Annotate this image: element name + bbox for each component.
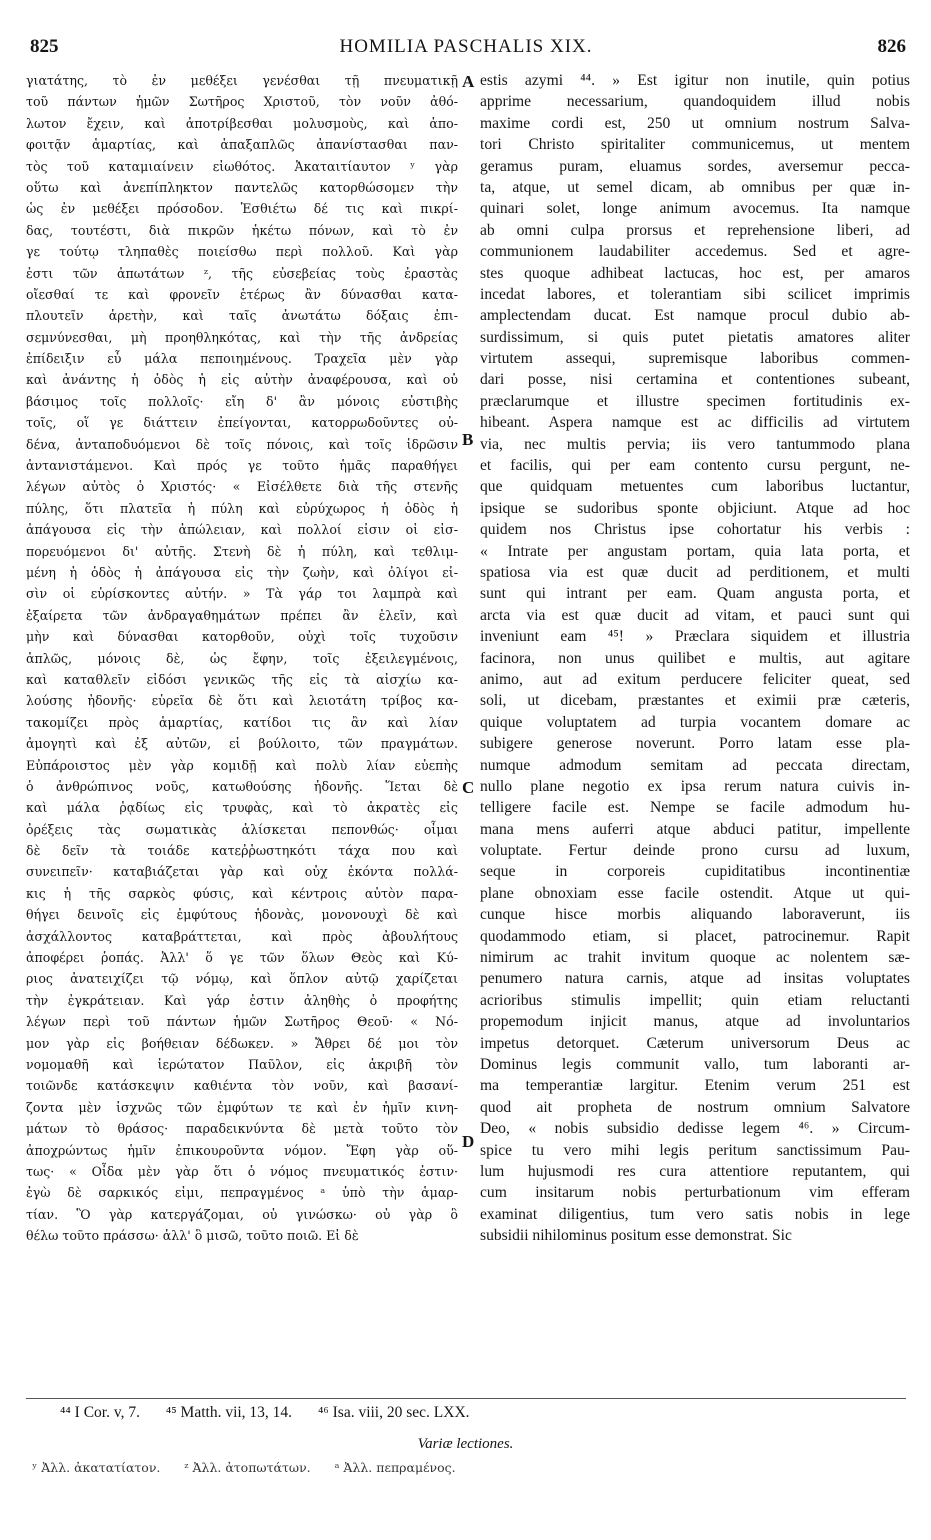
- latin-text-line: tori Christo spiritaliter communicemus, ut mentem: [480, 136, 910, 154]
- latin-text-line: quodammodo etiam, si placet, patrocinemur. Rapit: [480, 927, 910, 945]
- latin-text-line: ab omni culpa prorsus et reprehensione liberi, ad: [480, 221, 910, 239]
- variant-reading: ʸ Ἀλλ. ἀκατατίατον.: [32, 1460, 161, 1475]
- greek-text-line: πλουτεῖν ἀρετὴν, καὶ ταῖς ἀνωτάτω δόξαις ἐπι-: [26, 308, 458, 324]
- latin-text-line: quidem nos Christus ipse cohortatur his verbis :: [480, 521, 910, 539]
- greek-text-line: ἐπίδειξιν εὖ μάλα πεποιημένους. Τραχεῖα μὲν γὰρ: [26, 351, 458, 367]
- page-header: [26, 36, 906, 62]
- greek-text-line: πύλης, ὅτι πλατεῖα ἡ πύλη καὶ εὐρύχωρος ἡ ὁδὸς ἡ: [26, 500, 458, 516]
- greek-text-line: τως· « Οἶδα μὲν γὰρ ὅτι ὁ νόμος πνευματικός ἐστιν·: [26, 1163, 458, 1179]
- greek-text-line: τοιῶνδε κατάσκεψιν καθιέντα τὸν νοῦν, καὶ βασανί-: [26, 1078, 458, 1094]
- greek-text-line: λούσης ἡδονῆς· εὑρεῖα δὲ ὅτι καὶ λειοτάτη τρίβος κα-: [26, 693, 458, 709]
- greek-text-line: πορευόμενοι δι' αὐτῆς. Στενὴ δὲ ἡ πύλη, καὶ τεθλιμ-: [26, 543, 458, 559]
- greek-text-line: ἀντανιστάμενοι. Καὶ πρός γε τοῦτο ἡμᾶς παραθήγει: [26, 458, 458, 474]
- latin-text-line: virtutem assequi, supremisque laboribus commen-: [480, 350, 910, 368]
- latin-text-line: cunque hisce morbis aliquando laboraverunt, iis: [480, 906, 910, 924]
- greek-text-line: ἀσχάλλοντος καταβράττεται, καὶ πρὸς ἀβουλήτους: [26, 928, 458, 944]
- latin-text-line: telligere facile est. Nempe se facile admodum hu-: [480, 799, 910, 817]
- latin-text-line: hibeant. Aspera namque est ac difficilis ad virtutem: [480, 414, 910, 432]
- greek-text-line: κις ἡ τῆς σαρκὸς φύσις, καὶ κέντροις αὐτὸν παρα-: [26, 885, 458, 901]
- variae-lectiones: [32, 1460, 892, 1475]
- footnote-rule: [26, 1398, 906, 1399]
- greek-text-line: τὸς τοῦ καταμιαίνειν εἰωθότος. Ἀκαταιτίαυτον ʸ γὰρ: [26, 158, 458, 174]
- greek-text-line: θέλω τοῦτο πράσσω· ἀλλ' ὃ μισῶ, τοῦτο ποιῶ. Εἰ δὲ: [26, 1228, 359, 1244]
- greek-text-line: ἐξαίρετα τῶν ἀνδραγαθημάτων πρέπει ἂν ἑλεῖν, καὶ: [26, 607, 458, 623]
- greek-text-line: τοῖς, οἵ γε διάττειν ἐπείγονται, κατορρωδοῦντες οὐ-: [26, 415, 458, 431]
- latin-text-line: sunt qui intrant per eam. Quam angusta porta, et: [480, 585, 910, 603]
- greek-text-line: ἐστι τῶν ἀπωτάτων ᶻ, τῆς εὐσεβείας τοὺς ἐραστὰς: [26, 265, 458, 281]
- greek-text-line: ζοντα μὲν ἰσχνῶς τῶν ἐμφύτων τε καὶ ἐν ἡμῖν κινη-: [26, 1099, 458, 1115]
- greek-column: [26, 70, 458, 1246]
- latin-text-line: amplectendam ducat. Est namque procul dubio ab-: [480, 307, 910, 325]
- greek-text-line: ἀμογητὶ καὶ ἐξ αὐτῶν, εἰ βούλοιτο, τῶν πραγμάτων.: [26, 736, 458, 752]
- footnote-44: ⁴⁴ I Cor. v, 7.: [60, 1404, 140, 1421]
- latin-text-line: subsidii nihilominus positum esse demonstrat. Sic: [480, 1227, 792, 1245]
- greek-text-line: δας, τουτέστι, διὰ πικρῶν ἡκέτω πόνων, καὶ τὸ ἐν: [26, 222, 458, 238]
- latin-text-line: lum hujusmodi res cura attentiore reputantem, qui: [480, 1162, 910, 1180]
- latin-text-line: communionem laudabiliter accedemus. Sed et agre-: [480, 243, 910, 261]
- greek-text-line: καὶ ἀνάντης ἡ ὁδὸς ἡ εἰς αὐτὴν ἀναφέρουσα, καὶ οὐ: [26, 372, 458, 388]
- latin-text-line: ma temperantiæ largitur. Etenim verum 251 est: [480, 1077, 910, 1095]
- latin-text-line: estis azymi ⁴⁴. » Est igitur non inutile, quin potius: [480, 72, 910, 89]
- latin-text-line: penumero natura carnis, atque ad insitas voluptates: [480, 970, 910, 988]
- greek-text-line: οὕτω καὶ ἀνεπίπληκτον παντελῶς κατορθώσομεν τὴν: [26, 179, 458, 195]
- latin-text-line: arcta via est quæ ducit ad vitam, et pauci sunt qui: [480, 606, 910, 624]
- latin-text-line: mana mens auferri atque abduci patitur, impellente: [480, 820, 910, 838]
- latin-text-line: via, nec multis pervia; iis vero tantummodo plana: [480, 435, 910, 453]
- latin-text-line: incedat labores, et tolerantiam sibi scilicet imprimis: [480, 285, 910, 303]
- latin-text-line: examinat diligentius, tum vero satis nobis in lege: [480, 1205, 910, 1223]
- margin-marker-c: C: [462, 778, 475, 797]
- greek-text-line: ἀπάγουσα εἰς τὴν ἀπώλειαν, καὶ πολλοί εἰσιν οἱ εἰσ-: [26, 522, 458, 538]
- latin-text-line: plane obnoxiam esse facile ostendit. Atque ut qui-: [480, 884, 910, 902]
- latin-text-line: præclarumque et illustre specimen fortitudinis ex-: [480, 392, 910, 410]
- greek-text-line: δὲ δεῖν τὰ τοιάδε κατεῤῥωστηκότι τάχα που καὶ: [26, 843, 458, 859]
- greek-text-line: δένα, ἀνταποδυόμενοι δὲ τοῖς πόνοις, καὶ τοῖς ἱδρῶσιν: [26, 436, 458, 452]
- greek-text-line: μάτων τὸ θράσος· παραδεικνύντα δὲ μετὰ τοῦτο τὸν: [26, 1121, 458, 1137]
- greek-text-line: μὴν καὶ δύνασθαι κατορθοῦν, οὐχὶ τοῖς τυχοῦσιν: [26, 629, 458, 645]
- latin-text-line: facinora, non unus quilibet e multis, aut agitare: [480, 649, 910, 667]
- greek-text-line: σεμνύνεσθαι, μὴ προηθληκότας, καὶ τὴν τῆς ἀνδρείας: [26, 329, 458, 345]
- margin-marker-b: B: [462, 430, 474, 449]
- latin-text-line: acrioribus stimulis impellit; quin etiam reluctanti: [480, 991, 910, 1009]
- variant-reading: ᶻ Ἀλλ. ἀτοπωτάτων.: [184, 1460, 311, 1475]
- greek-text-line: νομομαθῆ καὶ ἱερώτατον Παῦλον, εἰς ἀκριβῆ τὸν: [26, 1056, 458, 1072]
- latin-text-line: cum insitarum nobis perturbationum vim efferam: [480, 1184, 910, 1202]
- greek-text-line: λέγων περὶ τοῦ πάντων ἡμῶν Σωτῆρος Θεοῦ· « Νό-: [26, 1014, 458, 1030]
- greek-text-line: καὶ μάλα ῥᾳδίως εἰς τρυφὰς, καὶ τὸ ἀκρατὲς εἰς: [26, 800, 458, 816]
- latin-text-line: subigere generose noverunt. Porro latam esse pla-: [480, 735, 910, 753]
- latin-text-line: quod ait propheta de nostrum omnium Salvatore: [480, 1098, 910, 1116]
- latin-text-line: inveniunt eam ⁴⁵! » Præclara siquidem et illustria: [480, 628, 910, 646]
- greek-text-line: φοιτᾷν ἁμαρτίας, καὶ ἁπαξαπλῶς ἀπανίστασθαι παν-: [26, 137, 458, 153]
- greek-text-line: τὴν ἐγκράτειαν. Καὶ γάρ ἐστιν ἀληθὴς ὁ προφήτης: [26, 992, 458, 1008]
- page-number-right: 826: [877, 36, 906, 57]
- greek-text-line: Εὐπάροιστος μὲν γὰρ κομιδῇ καὶ πολὺ λίαν εὐεπὴς: [26, 757, 458, 773]
- latin-text-line: propemodum injicit manus, atque ad involuntarios: [480, 1013, 910, 1031]
- variae-lectiones-heading: Variæ lectiones.: [417, 1436, 514, 1452]
- latin-text-line: spice tu vero mihi legis peritum sanctissimum Pau-: [480, 1141, 910, 1159]
- latin-text-line: geramus puram, eluamus sordes, aversemur pecca-: [480, 157, 910, 175]
- greek-text-line: μον γὰρ εἰς βοήθειαν δέδωκεν. » Ἄθρει δέ μοι τὸν: [26, 1035, 458, 1051]
- latin-text-line: nullo plane negotio ex ipsa rerum natura cuivis in-: [480, 777, 910, 795]
- latin-text-line: dari posse, nisi certamina et contentiones subeant,: [480, 371, 910, 389]
- latin-text-line: numque admodum semitam ad peccata directam,: [480, 756, 910, 774]
- latin-text-line: « Intrate per angustam portam, quia lata porta, et: [480, 542, 910, 560]
- greek-text-line: λέγων αὐτὸς ὁ Χριστός· « Εἰσέλθετε διὰ τῆς στενῆς: [26, 479, 458, 495]
- page-number-left: 825: [30, 36, 59, 57]
- greek-text-line: οἴεσθαί τε καὶ φρονεῖν ἑτέρως ἂν δύνασθαι κατα-: [26, 286, 458, 302]
- latin-text-line: et facilis, qui per eam contento cursu pergunt, ne-: [480, 457, 910, 475]
- latin-text-line: ipsique se sudoribus sponte objiciunt. Atque ad hoc: [480, 499, 910, 517]
- margin-marker-d: D: [462, 1132, 475, 1151]
- latin-text-line: stes quoque adhibeat lactucas, hoc est, per amaros: [480, 264, 910, 282]
- latin-text-line: Deo, « nobis subsidio dedisse legem ⁴⁶. » Circum-: [480, 1120, 910, 1138]
- greek-text-line: γιατάτης, τὸ ἐν μεθέξει γενέσθαι τῇ πνευματικῇ: [26, 73, 458, 88]
- footnote-46: ⁴⁶ Isa. viii, 20 sec. LXX.: [317, 1404, 470, 1421]
- latin-text-line: animo, aut ad exitum perducere feliciter queat, sed: [480, 670, 910, 688]
- latin-column: [480, 70, 910, 1246]
- latin-text-line: spatiosa via est quæ ducit ad perditionem, et multi: [480, 563, 910, 581]
- variant-reading: ᵃ Ἀλλ. πεπραμένος.: [334, 1460, 456, 1475]
- greek-text-line: τίαν. Ὃ γὰρ κατεργάζομαι, οὐ γινώσκω· οὐ γὰρ ὃ: [26, 1206, 458, 1222]
- greek-text-line: τοῦ πάντων ἡμῶν Σωτῆρος Χριστοῦ, τὸν νοῦν ἀθό-: [26, 94, 458, 110]
- greek-text-line: συνειπεῖν· καταβιάζεται γὰρ καὶ οὐχ ἑκόντα πολλά-: [26, 864, 458, 880]
- greek-text-line: ἀποχρώντως ἡμῖν ἐπικουροῦντα νόμον. Ἔφη γὰρ οὕ-: [26, 1142, 458, 1158]
- greek-text-line: ριος ἀνατειχίζει τῷ νόμῳ, καὶ ὅπλον αὐτῷ χαρίζεται: [26, 971, 458, 987]
- latin-text-line: maxime cordi est, 250 ut omnium nostrum Salva-: [480, 114, 910, 132]
- greek-text-line: ὁ ἀνθρώπινος νοῦς, κατωθούσης ἡδονῆς. Ἵεται δὲ: [26, 778, 458, 794]
- greek-text-line: ἁπλῶς, μόνοις δὲ, ὡς ἔφην, τοῖς ἐξειλεγμένοις,: [26, 650, 458, 666]
- greek-text-line: λωτον ἔχειν, καὶ ἀποτρίβεσθαι μολυσμοὺς, καὶ ἀπο-: [26, 115, 458, 131]
- latin-text-line: Dominus legis communit vallo, tum laboranti ar-: [480, 1055, 910, 1073]
- greek-text-line: ὀρέξεις τὰς σωματικὰς ἁλίσκεται πεπονθώς· οἶμαι: [26, 821, 458, 837]
- latin-text-line: quinari solet, longe animum avocemus. Ita namque: [480, 200, 910, 218]
- latin-text-line: voluptate. Fertur deinde prono cursu ad luxum,: [480, 842, 910, 860]
- greek-text-line: θήγει δεινοῖς εἰς ἐμφύτους ἡδονὰς, μονονουχὶ δὲ καὶ: [26, 907, 458, 923]
- running-title: HOMILIA PASCHALIS XIX.: [339, 36, 593, 57]
- greek-text-line: μένη ἡ ὁδὸς ἡ ἀπάγουσα εἰς τὴν ζωὴν, καὶ ὀλίγοι εἰ-: [26, 564, 458, 580]
- latin-text-line: seque in corporeis cupiditatibus incontinentiæ: [480, 863, 910, 881]
- latin-text-line: nimirum ac trahit invitum quoque ac nolentem sæ-: [480, 949, 910, 967]
- latin-text-line: que quidquam metuentes cum laboribus luctantur,: [480, 478, 910, 496]
- greek-text-line: ἀποφέρει ῥοπάς. Ἀλλ' ὅ γε τῶν ὅλων Θεὸς καὶ Κύ-: [26, 950, 458, 966]
- latin-text-line: surdissimum, si quis putet pietatis amatores aliter: [480, 328, 910, 346]
- greek-text-line: τακομίζει πρὸς ἁμαρτίας, κατίδοι τις ἂν καὶ λίαν: [26, 714, 458, 730]
- margin-marker-a: A: [462, 72, 475, 91]
- latin-text-line: quique voluptatem ad turpia vocantem domare ac: [480, 713, 910, 731]
- latin-text-line: apprime necessarium, quandoquidem illud nobis: [480, 93, 910, 111]
- greek-text-line: γε τούτῳ τληπαθὲς ποιείσθω περὶ πολλοῦ. Καὶ γὰρ: [26, 244, 458, 260]
- greek-text-line: καὶ καταθλεῖν εἰδόσι γενικῶς τῆς εἰς τὰ αἰσχίω κα-: [26, 671, 458, 687]
- greek-text-line: βάσιμος τοῖς πολλοῖς· εἴη δ' ἂν μόνοις εὐστιβὴς: [26, 393, 458, 409]
- latin-text-line: soli, ut dicebam, præstantes et eximii præ cæteris,: [480, 692, 910, 710]
- latin-text-line: ta, atque, ut semel dicam, ab omnibus per quæ in-: [480, 178, 910, 196]
- greek-text-line: σὶν οἱ εὑρίσκοντες αὐτήν. » Τὰ γάρ τοι λαμπρὰ καὶ: [26, 586, 458, 602]
- greek-text-line: ὡς ἐν μεθέξει πρόσοδον. Ἐσθιέτω δέ τις καὶ πικρί-: [26, 201, 458, 217]
- footnotes: [60, 1404, 900, 1428]
- footnote-45: ⁴⁵ Matth. vii, 13, 14.: [165, 1404, 293, 1421]
- latin-text-line: impetus detorquet. Cæterum universorum Deus ac: [480, 1034, 910, 1052]
- greek-text-line: ἐγὼ δὲ σαρκικός εἰμι, πεπραγμένος ᵃ ὑπὸ τὴν ἁμαρ-: [26, 1185, 458, 1201]
